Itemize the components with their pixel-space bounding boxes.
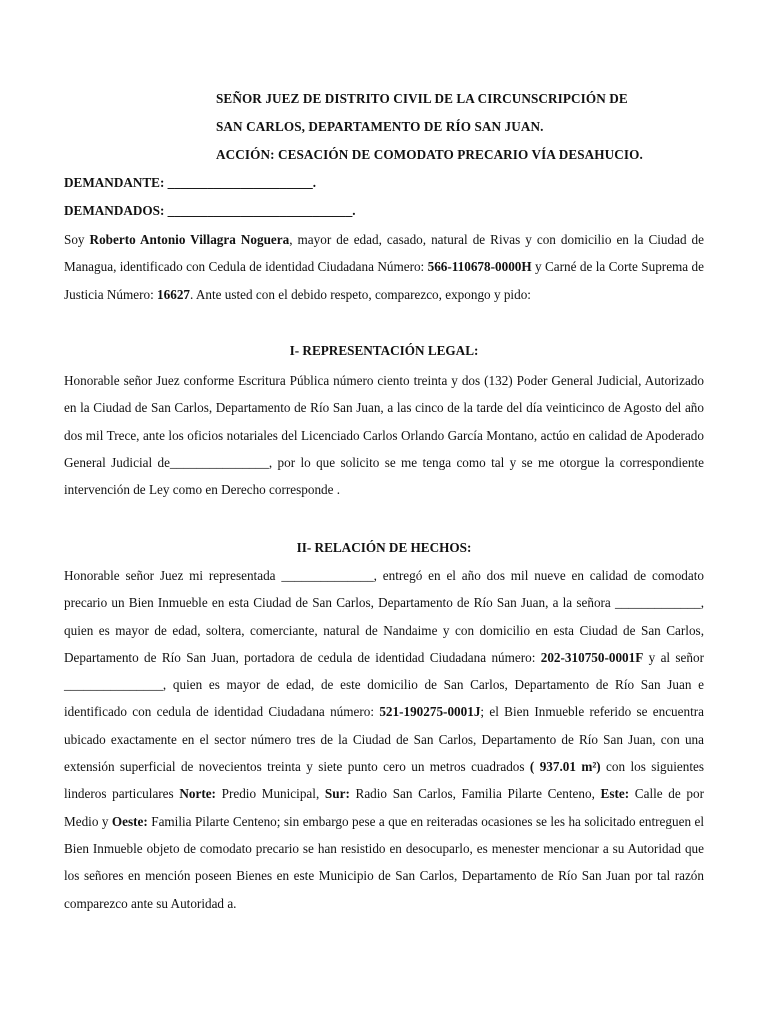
boundary-norte: Predio Municipal, [215, 786, 325, 802]
petitioner-carne: 16627 [157, 286, 190, 302]
boundary-este-label: Este: [600, 786, 630, 802]
facts-text: Honorable señor Juez mi representada ______________, entregó en el año dos mil nueve en calidad de comodato precario un Bien Inmueble en esta Ciudad de San Carlos, Departamento de Río San Juan, a la señora _____________, quien es mayor de edad, soltera, comerciante, natural de Nandaime y con domicilio en esta Ciudad de San Carlos, Departamento de Río San Juan, portadora de cedula de identidad Ciudadana número: [64, 568, 704, 665]
facts-text: con los siguientes linderos particulares [64, 759, 704, 802]
section-1-title: I- REPRESENTACIÓN LEGAL: [289, 343, 479, 358]
boundary-oeste-label: Oeste: [111, 813, 148, 829]
boundary-sur-label: Sur: [324, 786, 350, 802]
demandados-label: DEMANDADOS: ____________________________. [64, 203, 356, 218]
property-area: ( 937.01 m²) [529, 759, 601, 775]
intro-paragraph [64, 226, 704, 308]
intro-text: , mayor de edad, casado, natural de Rivas y con domicilio en la Ciudad de Managua, identificado con Cedula de identidad Ciudadana Número: [64, 232, 705, 275]
intro-text: Soy [64, 232, 90, 247]
defendant-cedula-1: 202-310750-0001F [540, 649, 644, 665]
boundary-este: Calle de por Medio y [64, 786, 705, 829]
facts-text: y al señor _______________, quien es mayor de edad, de este domicilio de San Carlos, Departamento de Río San Juan e identificado con cedula de identidad Ciudadana número: [64, 649, 704, 720]
defendant-cedula-2: 521-190275-0001J [379, 704, 481, 720]
intro-text: . Ante usted con el debido respeto, comparezco, expongo y pido: [190, 286, 531, 302]
section-1-paragraph: Honorable señor Juez conforme Escritura Pública número ciento treinta y dos (132) Poder General Judicial, Autorizado en la Ciudad de San Carlos, Departamento de Río San Juan, a las cinco de la tarde del día veinticinco de Agosto del año dos mil Trece, ante los oficios notariales del Licenciado Carlos Orlando García Montano, actúo en calidad de Apoderado General Judicial de_______________, por lo que solicito se me tenga como tal y se me otorgue la correspondiente intervención de Ley como en Derecho corresponde . [64, 373, 704, 498]
boundary-sur: Radio San Carlos, Familia Pilarte Centeno, [349, 786, 601, 802]
court-header-line-2: SAN CARLOS, DEPARTAMENTO DE RÍO SAN JUAN. [216, 119, 544, 134]
petitioner-name: Roberto Antonio Villagra Noguera [89, 232, 290, 247]
section-2-paragraph [64, 562, 704, 917]
boundary-norte-label: Norte: [179, 786, 216, 802]
action-title: ACCIÓN: CESACIÓN DE COMODATO PRECARIO VÍA DESAHUCIO. [216, 147, 643, 162]
petitioner-cedula: 566-110678-0000H [427, 259, 532, 275]
intro-text: y Carné de la Corte Suprema de Justicia Número: [64, 259, 704, 302]
facts-text: ; el Bien Inmueble referido se encuentra ubicado exactamente en el sector número tres de la Ciudad de San Carlos, Departamento de Río San Juan, con una extensión superficial de novecientos treinta y siete punto cero un metros cuadrados [64, 704, 705, 775]
court-header-line-1: SEÑOR JUEZ DE DISTRITO CIVIL DE LA CIRCUNSCRIPCIÓN DE [216, 91, 628, 106]
section-2-title: II- RELACIÓN DE HECHOS: [296, 540, 472, 555]
boundary-oeste: Familia Pilarte Centeno; sin embargo pese a que en reiteradas ocasiones se les ha solicitado entreguen el Bien Inmueble objeto de comodato precario se han resistido en desocuparlo, es menester mencionar a su Autoridad que los señores en mención poseen Bienes en este Municipio de San Carlos, Departamento de Río San Juan por tal razón comparezco ante su Autoridad a. [64, 813, 704, 911]
demandante-label: DEMANDANTE: ______________________. [64, 175, 317, 190]
